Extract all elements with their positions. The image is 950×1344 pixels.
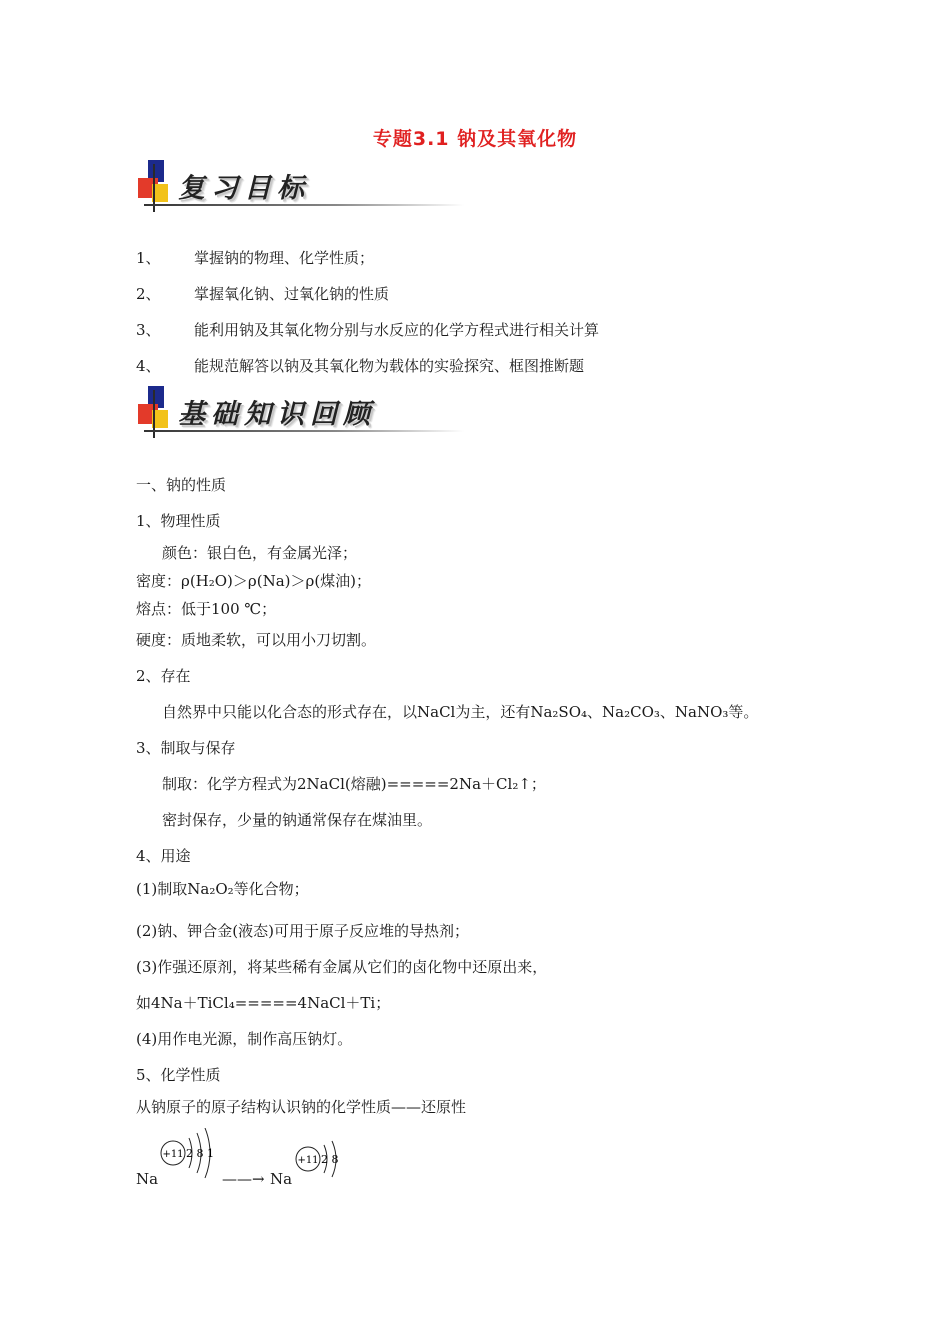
goal-number: 2、	[136, 285, 161, 303]
section-banner-review	[138, 386, 468, 440]
goal-text: 掌握钠的物理、化学性质；	[194, 249, 375, 267]
na-atom-label: Na	[136, 1170, 159, 1188]
subsection-heading: 5、化学性质	[136, 1066, 221, 1084]
section-heading: 一、钠的性质	[136, 476, 227, 494]
electron-counts: 2 8	[321, 1153, 339, 1166]
nucleus-charge: +11	[297, 1155, 319, 1166]
property-hardness: 硬度：质地柔软，可以用小刀切割。	[136, 631, 377, 649]
use-item: (1)制取Na₂O₂等化合物；	[136, 880, 309, 898]
property-density: 密度：ρ(H₂O)＞ρ(Na)＞ρ(煤油)；	[136, 572, 372, 590]
goal-number: 4、	[136, 357, 161, 375]
subsection-heading: 2、存在	[136, 667, 191, 685]
reaction-arrow: ——→	[222, 1170, 265, 1188]
na-ion-label: Na	[270, 1170, 293, 1188]
goal-number: 3、	[136, 321, 161, 339]
banner-title-review: 基础知识回顾	[178, 399, 376, 430]
section-banner-goals	[138, 160, 468, 214]
subsection-heading: 3、制取与保存	[136, 739, 236, 757]
subsection-heading: 4、用途	[136, 847, 191, 865]
use-item: (3)作强还原剂，将某些稀有金属从它们的卤化物中还原出来，	[136, 958, 548, 976]
goal-text: 能规范解答以钠及其氧化物为载体的实验探究、框图推断题	[194, 357, 585, 375]
subsection-heading: 1、物理性质	[136, 512, 221, 530]
goal-text: 掌握氧化钠、过氧化钠的性质	[194, 285, 390, 303]
na-ion-structure-diagram	[294, 1140, 344, 1186]
use-item: (2)钠、钾合金(液态)可用于原子反应堆的导热剂；	[136, 922, 469, 940]
banner-title-goals: 复习目标	[178, 173, 310, 204]
property-color: 颜色：银白色，有金属光泽；	[162, 544, 358, 562]
preparation-equation: 制取：化学方程式为2NaCl(熔融)=====2Na＋Cl₂↑；	[162, 775, 546, 793]
chemical-property-text: 从钠原子的原子结构认识钠的化学性质——还原性	[136, 1098, 467, 1116]
page-title: 专题3.1 钠及其氧化物	[372, 128, 578, 150]
property-melting-point: 熔点：低于100 ℃；	[136, 600, 277, 618]
na-atom-structure-diagram	[158, 1128, 220, 1192]
use-item-equation: 如4Na＋TiCl₄=====4NaCl＋Ti；	[136, 994, 391, 1012]
electron-counts: 2 8 1	[186, 1147, 214, 1160]
goal-text: 能利用钠及其氧化物分别与水反应的化学方程式进行相关计算	[194, 321, 600, 339]
use-item: (4)用作电光源，制作高压钠灯。	[136, 1030, 353, 1048]
occurrence-text: 自然界中只能以化合态的形式存在，以NaCl为主，还有Na₂SO₄、Na₂CO₃、NaNO₃等。	[162, 703, 759, 721]
nucleus-charge: +11	[162, 1149, 184, 1160]
storage-text: 密封保存，少量的钠通常保存在煤油里。	[162, 811, 433, 829]
goal-number: 1、	[136, 249, 161, 267]
